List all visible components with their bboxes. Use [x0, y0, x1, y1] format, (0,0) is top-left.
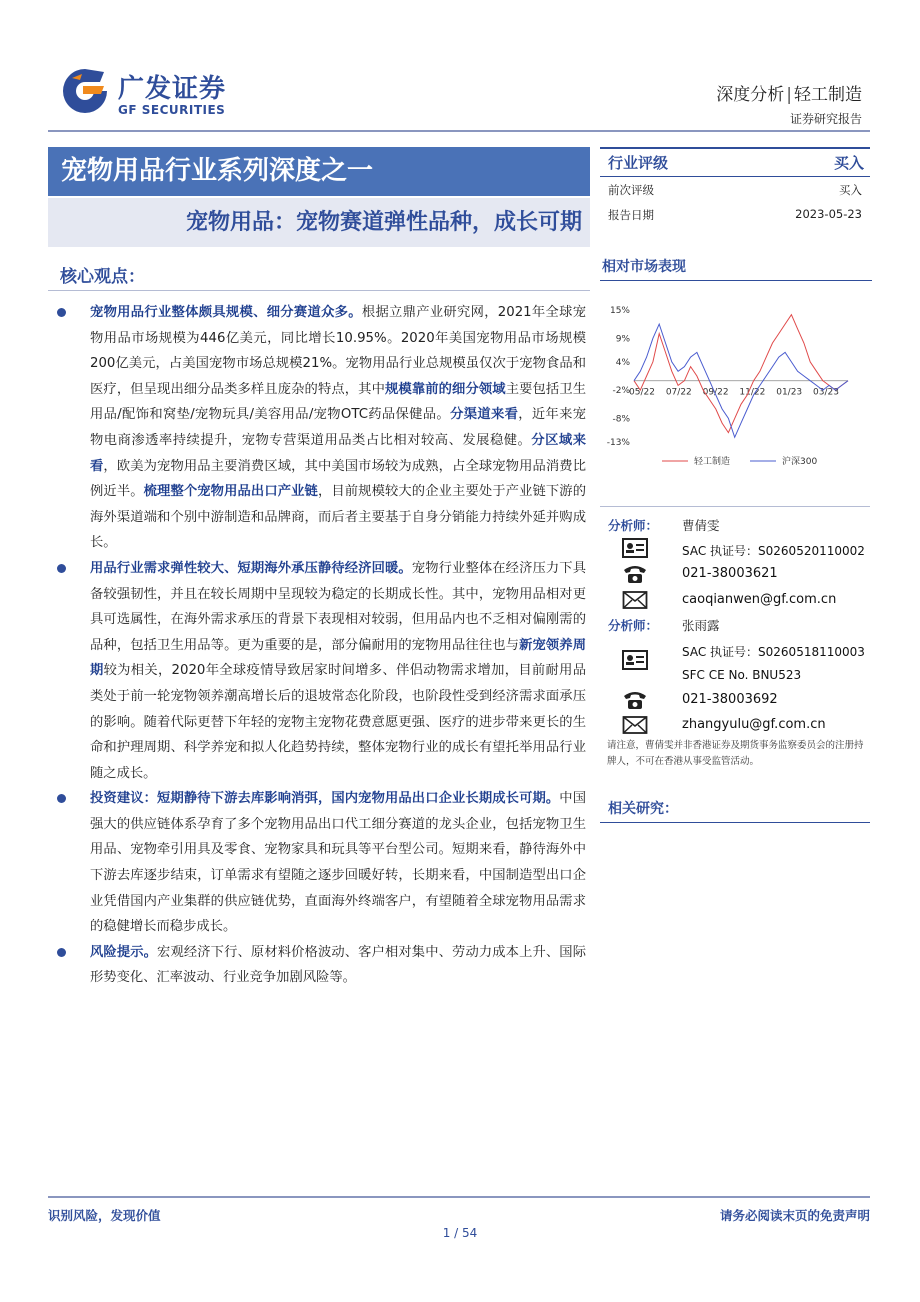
analyst-1-sac: SAC 执证号：S0260520110002 — [682, 544, 865, 558]
bullet-lead: 用品行业需求弹性较大、短期海外承压静待经济回暖。 — [90, 560, 412, 576]
bullet-dot-icon — [57, 564, 66, 573]
bullet-demand-elasticity — [56, 556, 586, 786]
bullet-text: 宠物行业整体在经济压力下具备较强韧性，并且在较长周期中呈现较为稳定的长期成长性。其中，宠物用品相对更具可选属性，在海外需求承压的背景下表现相对较弱，但用品内也不乏相对偏刚需的品种，包括卫生用品等。更为重要的是，部分偏耐用的宠物用品往往也与 — [90, 560, 587, 653]
bullet-highlight: 规模靠前的细分领域 — [385, 381, 506, 397]
rating-label: 行业评级 — [608, 154, 669, 172]
y-tick-label: -8% — [612, 414, 630, 425]
report-date-label: 报告日期 — [608, 208, 654, 222]
header-divider — [48, 130, 870, 132]
report-date-value: 2023-05-23 — [795, 207, 862, 221]
industry-rating-header — [600, 147, 870, 177]
analyst-1-phone: 021-38003621 — [682, 566, 778, 581]
bullet-industry-scale — [56, 300, 586, 556]
report-type: 证券研究报告 — [789, 112, 862, 126]
report-subtitle: 宠物用品：宠物赛道弹性品种，成长可期 — [48, 198, 590, 247]
y-tick-label: 9% — [615, 334, 630, 345]
x-tick-label: 01/23 — [776, 387, 803, 398]
bullet-text: ，欧美为宠物用品主要消费区域，其中美国市场较为成熟，占全球宠物用品消费比例近半。 — [90, 458, 587, 500]
category-label: 深度分析 — [716, 85, 785, 105]
phone-icon — [622, 690, 648, 710]
chart-svg — [600, 298, 868, 476]
analyst-2-sfc: SFC CE No. BNU523 — [682, 668, 802, 682]
y-tick-label: 4% — [615, 357, 630, 368]
footer-disclaimer-note: 请务必阅读末页的免责声明 — [719, 1208, 870, 1223]
bullet-highlight: 分区域来看 — [90, 432, 586, 474]
x-tick-label: 03/23 — [813, 387, 839, 398]
report-category: 深度分析 | 轻工制造 — [716, 85, 862, 105]
sector-label: 轻工制造 — [794, 85, 862, 105]
rating-value: 买入 — [833, 154, 864, 172]
licensing-notice: 请注意，曹倩雯并非香港证券及期货事务监察委员会的注册持牌人，不可在香港从事受监管活动。 — [607, 740, 864, 767]
x-tick-label: 07/22 — [665, 387, 692, 398]
analyst-1-email[interactable]: caoqianwen@gf.com.cn — [682, 592, 837, 607]
bullet-highlight: 梳理整个宠物用品出口产业链 — [143, 484, 318, 500]
bullet-highlight: 新宠领养周期 — [90, 637, 587, 679]
legend-label: 轻工制造 — [694, 457, 731, 467]
id-card-icon — [622, 650, 648, 670]
gf-logo-mark-icon — [60, 66, 110, 116]
footer-slogan: 识别风险，发现价值 — [48, 1208, 161, 1223]
logo-english-name: GF SECURITIES — [118, 103, 226, 117]
bullet-text: 根据立鼎产业研究网，2021年全球宠物用品市场规模为446亿美元，同比增长10.95%。2020年美国宠物用品市场规模200亿美元，占美国宠物市场总规模21%。宠物用品行业总规模虽仅次于宠物食品和医疗，但呈现出细分品类多样且庞杂的特点，其中 — [90, 305, 586, 397]
bullet-text: 主要包括卫生用品/配饰和窝垫/宠物玩具/美容用品/宠物OTC药品保健品。 — [90, 381, 587, 423]
bullet-investment-advice — [56, 786, 586, 940]
report-title: 宠物用品行业系列深度之一 — [48, 147, 590, 196]
email-icon — [622, 715, 648, 735]
market-performance-heading: 相对市场表现 — [600, 256, 872, 281]
prev-rating-value: 买入 — [839, 183, 862, 197]
core-views-list — [56, 300, 586, 991]
bullet-text: 较为相关，2020年全球疫情导致居家时间增多、伴侣动物需求增加，目前耐用品类处于前一轮宠物领养潮高增长后的退坡常态化阶段，也阶段性受到经济需求面承压的影响。随着代际更替下年轻的宠物主宠物花费意愿更强、医疗的进步带来更长的生命和护理周期、科学养宠和拟人化趋势持续，整体宠物行业的成长有望托举用品行业随之成长。 — [90, 663, 586, 781]
analyst-1-label: 分析师： — [608, 518, 659, 533]
id-card-icon — [622, 538, 648, 558]
bullet-text: 中国强大的供应链体系孕育了多个宠物用品出口代工细分赛道的龙头企业，包括宠物卫生用品、宠物牵引用具及零食、宠物家具和玩具等平台型公司。短期来看，静待海外中下游去库逐步结束，订单需求有望随之逐步回暖好转，长期来看，中国制造型出口企业凭借国内产业集群的供应链优势，直面海外终端客户，有望随着全球宠物用品需求的稳健增长而稳步成长。 — [90, 791, 587, 935]
analyst-2-name: 张雨露 — [682, 618, 720, 633]
x-tick-label: 11/22 — [739, 387, 766, 398]
y-tick-label: -2% — [612, 386, 630, 397]
bullet-lead: 风险提示。 — [90, 944, 158, 960]
legend-label: 沪深300 — [782, 457, 818, 467]
bullet-dot-icon — [57, 794, 66, 803]
analyst-2-phone: 021-38003692 — [682, 692, 778, 707]
bullet-dot-icon — [57, 308, 66, 317]
analyst-divider — [600, 506, 870, 507]
prev-rating-label: 前次评级 — [608, 183, 654, 197]
bullet-text: ，目前规模较大的企业主要处于产业链下游的海外渠道端和个别中游制造和品牌商，而后者主要基于自身分销能力持续外延并购成长。 — [90, 484, 587, 551]
bullet-lead: 投资建议：短期静待下游去库影响消弭，国内宠物用品出口企业长期成长可期。 — [90, 791, 560, 807]
y-tick-label: 15% — [609, 306, 630, 316]
analyst-1-name: 曹倩雯 — [682, 518, 720, 533]
core-views-heading: 核心观点： — [60, 267, 145, 287]
y-tick-label: -13% — [606, 438, 630, 448]
page-number: 1 / 54 — [442, 1226, 478, 1240]
analyst-2-email[interactable]: zhangyulu@gf.com.cn — [682, 717, 826, 732]
bullet-lead: 宠物用品行业整体颇具规模、细分赛道众多。 — [90, 305, 362, 320]
bullet-text: 宏观经济下行、原材料价格波动、客户相对集中、劳动力成本上升、国际形势变化、汇率波动、行业竞争加剧风险等。 — [90, 944, 587, 986]
x-tick-label: 09/22 — [702, 387, 729, 398]
email-icon — [622, 590, 648, 610]
analyst-2-sac: SAC 执证号：S0260518110003 — [682, 645, 865, 659]
bullet-dot-icon — [57, 948, 66, 957]
bullet-highlight: 分渠道来看 — [450, 407, 519, 423]
related-research-heading: 相关研究： — [600, 798, 870, 823]
core-views-divider — [48, 290, 590, 291]
series-line-light-industry — [634, 315, 848, 433]
logo-chinese-name: 广发证券 — [118, 74, 227, 104]
analyst-2-label: 分析师： — [608, 618, 659, 633]
phone-icon — [622, 564, 648, 584]
x-tick-label: 05/22 — [629, 387, 655, 398]
relative-performance-chart — [600, 298, 868, 476]
footer-divider — [48, 1196, 870, 1198]
bullet-text: ，近年来宠物电商渗透率持续提升，宠物专营渠道用品类占比相对较高、发展稳健。 — [90, 407, 587, 448]
bullet-risk-warning — [56, 940, 586, 991]
